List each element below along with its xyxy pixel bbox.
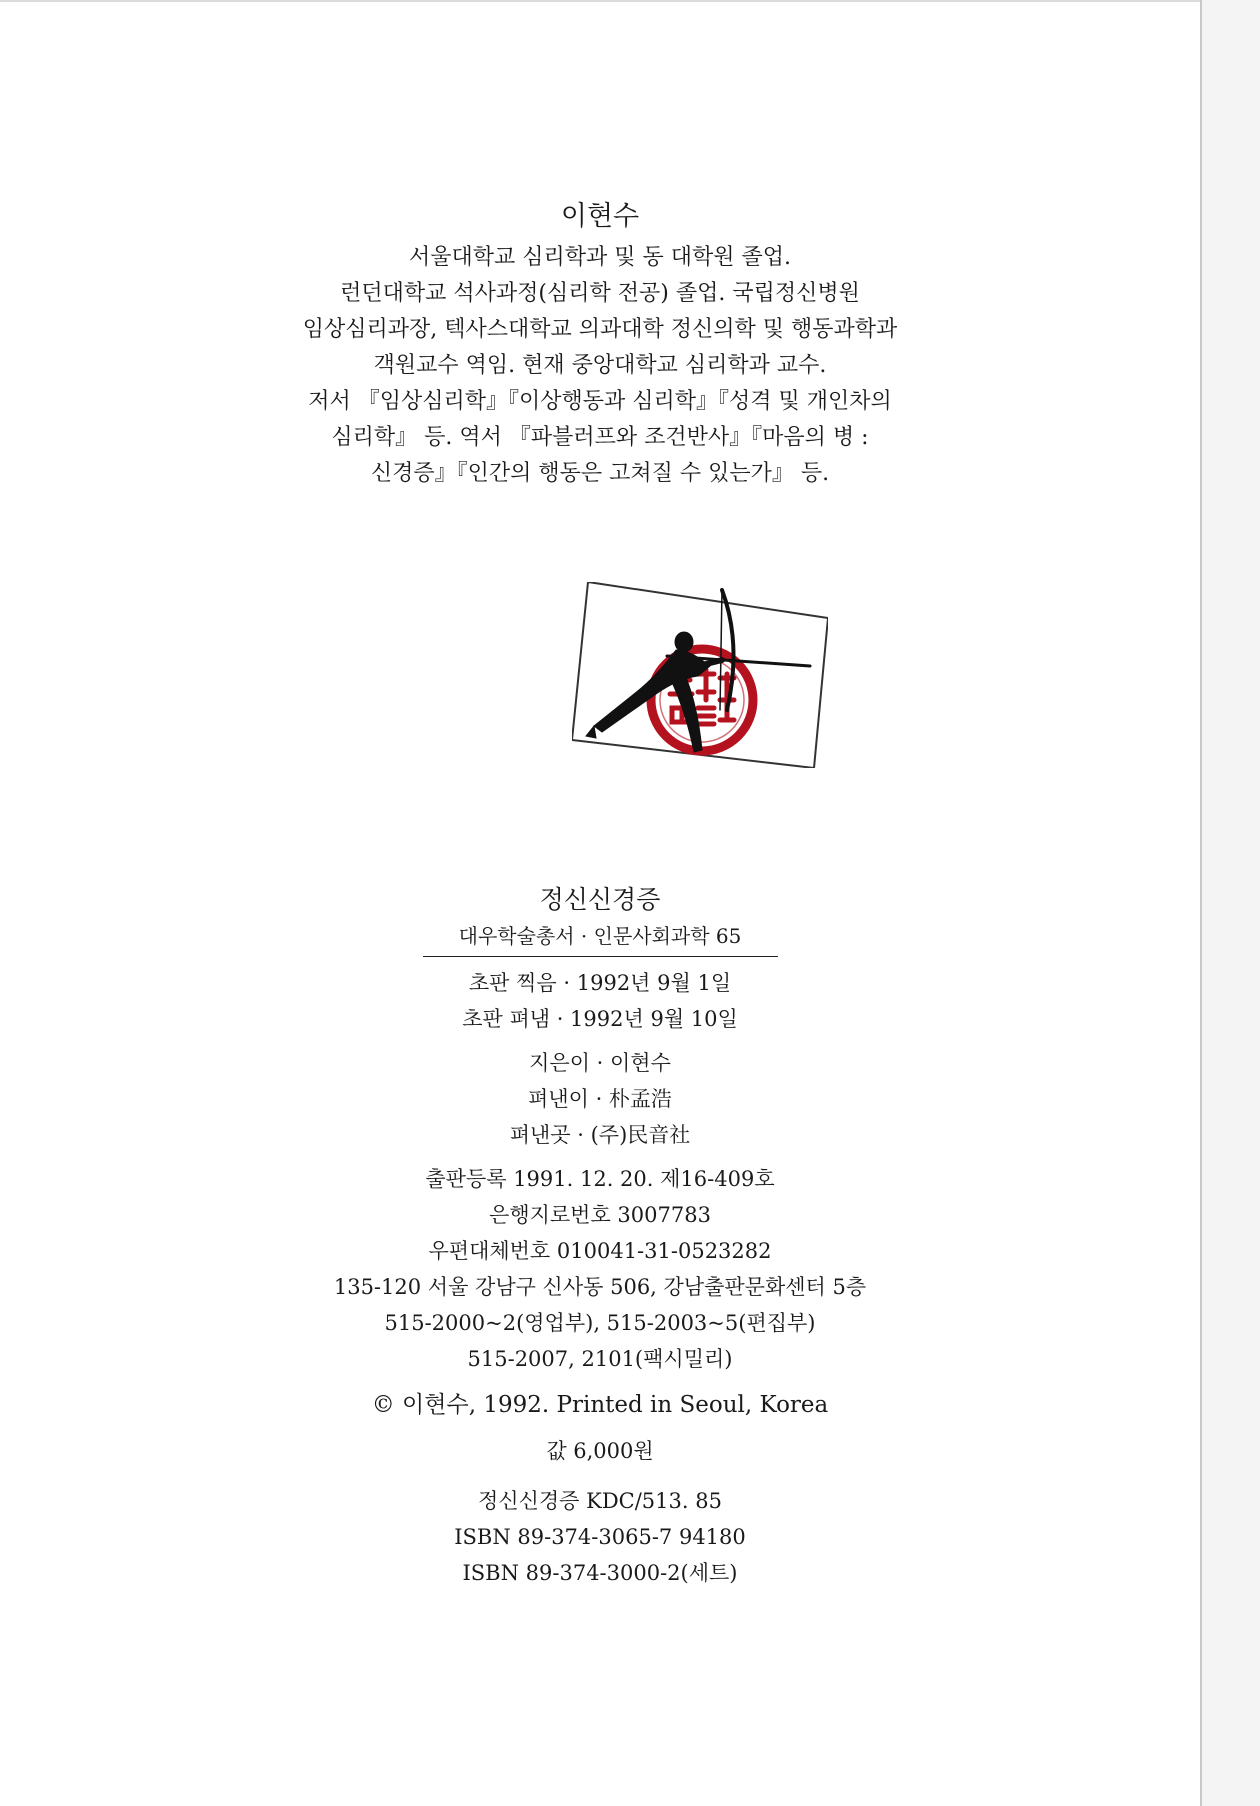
kdc-classification: 정신신경증 KDC/513. 85	[478, 1489, 722, 1513]
publishing-house: 펴낸곳 · (주)民音社	[509, 1123, 691, 1147]
registration: 출판등록 1991. 12. 20. 제16-409호	[425, 1167, 775, 1191]
page-right-edge	[1200, 0, 1260, 1806]
print-date: 초판 찍음 · 1992년 9월 1일	[468, 971, 732, 995]
isbn-set: ISBN 89-374-3000-2(세트)	[462, 1561, 738, 1585]
isbn-book: ISBN 89-374-3065-7 94180	[454, 1525, 746, 1549]
bio-line: 저서 『임상심리학』『이상행동과 심리학』『성격 및 개인차의	[308, 389, 892, 414]
author-name: 이현수	[560, 201, 640, 232]
phone-numbers: 515-2000~2(영업부), 515-2003~5(편집부)	[384, 1311, 816, 1335]
bio-line: 심리학』 등. 역서 『파블러프와 조건반사』『마음의 병 :	[331, 425, 869, 450]
author-biography	[200, 198, 1000, 492]
publisher-seal-archer-icon	[572, 582, 828, 768]
bio-line: 객원교수 역임. 현재 중앙대학교 심리학과 교수.	[373, 353, 827, 378]
publisher-credit: 펴낸이 · 朴孟浩	[528, 1087, 672, 1111]
bio-line: 서울대학교 심리학과 및 동 대학원 졸업.	[409, 245, 791, 270]
copyright-notice: © 이현수, 1992. Printed in Seoul, Korea	[371, 1392, 829, 1418]
price: 값 6,000원	[546, 1439, 654, 1463]
author-credit: 지은이 · 이현수	[529, 1051, 671, 1075]
colophon	[250, 882, 950, 1591]
bio-line: 런던대학교 석사과정(심리학 전공) 졸업. 국립정신병원	[340, 281, 860, 306]
postal-account: 우편대체번호 010041-31-0523282	[428, 1239, 772, 1263]
page-top-edge	[0, 0, 1200, 2]
publish-date: 초판 펴냄 · 1992년 9월 10일	[462, 1007, 738, 1031]
bank-account: 은행지로번호 3007783	[489, 1203, 711, 1227]
address: 135-120 서울 강남구 신사동 506, 강남출판문화센터 5층	[333, 1275, 867, 1299]
series-name: 대우학술총서 · 인문사회과학 65	[423, 920, 778, 957]
fax-number: 515-2007, 2101(팩시밀리)	[467, 1347, 733, 1371]
bio-line: 신경증』『인간의 행동은 고쳐질 수 있는가』 등.	[370, 461, 830, 486]
bio-line: 임상심리과장, 텍사스대학교 의과대학 정신의학 및 행동과학과	[302, 317, 898, 342]
book-title: 정신신경증	[539, 885, 661, 914]
